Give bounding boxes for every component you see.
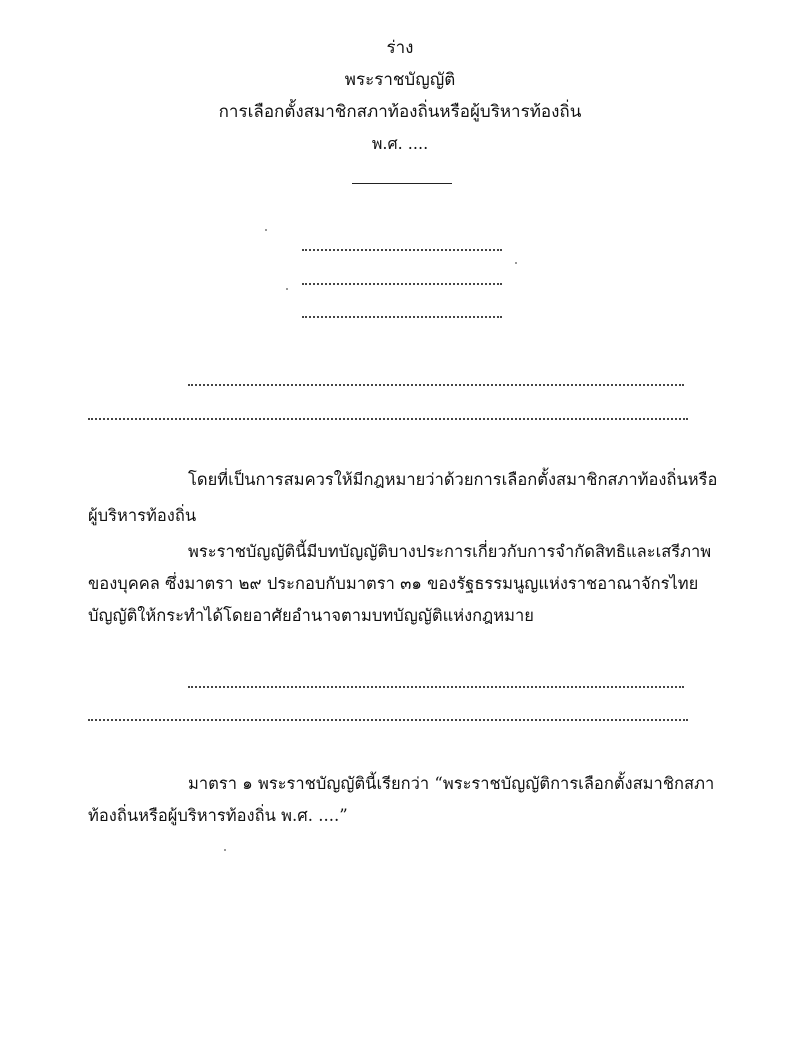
title-underline xyxy=(352,183,452,184)
scan-speck xyxy=(286,288,288,290)
scan-speck xyxy=(265,229,267,231)
dotted-line xyxy=(88,719,688,721)
preamble-line: พระราชบัญญัตินี้มีบทบัญญัติบางประการเกี่ยวกับการจำกัดสิทธิและเสรีภาพ xyxy=(188,542,712,561)
act-label: พระราชบัญญัติ xyxy=(344,70,456,90)
signature-dotted-line xyxy=(302,283,502,285)
signature-dotted-line xyxy=(302,249,502,251)
preamble-line: ผู้บริหารท้องถิ่น xyxy=(88,506,197,525)
preamble-line: บัญญัติให้กระทำได้โดยอาศัยอำนาจตามบทบัญญัติแห่งกฎหมาย xyxy=(88,606,534,625)
section-line: มาตรา ๑ พระราชบัญญัตินี้เรียกว่า “พระราชบัญญัติการเลือกตั้งสมาชิกสภา xyxy=(188,774,715,793)
scan-speck xyxy=(224,849,226,851)
act-title: การเลือกตั้งสมาชิกสภาท้องถิ่นหรือผู้บริหารท้องถิ่น xyxy=(218,102,582,122)
signature-dotted-line xyxy=(302,316,502,318)
scan-speck xyxy=(515,262,517,264)
preamble-line: โดยที่เป็นการสมควรให้มีกฎหมายว่าด้วยการเลือกตั้งสมาชิกสภาท้องถิ่นหรือ xyxy=(188,470,718,489)
dotted-line xyxy=(88,418,688,420)
dotted-line xyxy=(188,686,684,688)
dotted-line xyxy=(188,384,684,386)
preamble-line: ของบุคคล ซึ่งมาตรา ๒๙ ประกอบกับมาตรา ๓๑ ของรัฐธรรมนูญแห่งราชอาณาจักรไทย xyxy=(88,574,699,593)
act-year: พ.ศ. .... xyxy=(371,134,429,153)
draft-label: ร่าง xyxy=(386,38,414,58)
section-line: ท้องถิ่นหรือผู้บริหารท้องถิ่น พ.ศ. ....” xyxy=(88,806,348,825)
